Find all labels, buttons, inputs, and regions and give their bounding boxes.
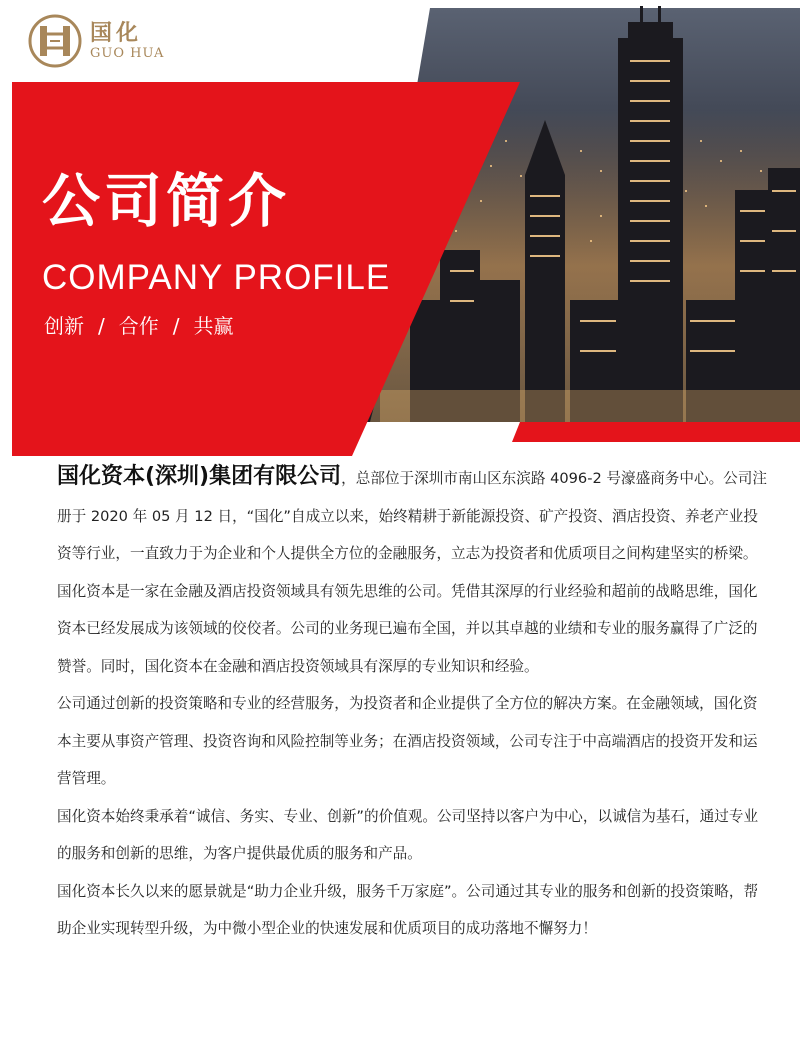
slogan-word: 合作 xyxy=(118,314,159,338)
slogan-separator: / xyxy=(98,314,105,338)
intro-paragraph xyxy=(57,458,771,573)
page-title-en: COMPANY PROFILE xyxy=(42,258,391,297)
slogan-word: 创新 xyxy=(44,314,84,338)
intro-paragraph: 公司通过创新的投资策略和专业的经营服务，为投资者和企业提供了全方位的解决方案。在金融领域，国化资本主要从事资产管理、投资咨询和风险控制等业务；在酒店投资领域，公司专注于中高端酒店的投资开发和运营管理。 xyxy=(57,695,758,787)
intro-paragraph: 国化资本始终秉承着“诚信、务实、专业、创新”的价值观。公司坚持以客户为中心，以诚信为基石，通过专业的服务和创新的思维，为客户提供最优质的服务和产品。 xyxy=(57,807,759,862)
red-accent-strip xyxy=(512,422,800,442)
hero-banner xyxy=(0,0,800,460)
slogan-separator: / xyxy=(172,314,180,338)
intro-paragraph-text: ，总部位于深圳市南山区东滨路 4096-2 号濠盛商务中心。公司注册于 2020 年 05 月 12 日，“国化”自成立以来，始终精耕于新能源投资、矿产投资、酒店投资、养老产业投资等行业，一直致力于为企业和个人提供全方位的金融服务，立志为投资者和优质项目之间构建坚实的桥梁。 xyxy=(57,470,767,562)
slogan xyxy=(44,312,234,340)
company-name: 国化资本(深圳)集团有限公司 xyxy=(57,464,342,489)
company-introduction xyxy=(57,458,771,948)
guohua-logo-icon xyxy=(28,14,82,68)
page-title-cn: 公司简介 xyxy=(42,167,291,235)
intro-paragraph: 国化资本是一家在金融及酒店投资领域具有领先思维的公司。凭借其深厚的行业经验和超前的战略思维，国化资本已经发展成为该领域的佼佼者。公司的业务现已遍布全国，并以其卓越的业绩和专业的服务赢得了广泛的赞誉。同时，国化资本在金融和酒店投资领域具有深厚的专业知识和经验。 xyxy=(57,582,758,675)
logo-name-cn: 国化 xyxy=(90,20,143,46)
slogan-word: 共赢 xyxy=(193,314,234,338)
intro-paragraph: 国化资本长久以来的愿景就是“助力企业升级，服务千万家庭”。公司通过其专业的服务和创新的投资策略，帮助企业实现转型升级，为中微小型企业的快速发展和优质项目的成功落地不懈努力！ xyxy=(57,882,759,937)
company-logo xyxy=(28,14,164,68)
logo-name-en: GUO HUA xyxy=(90,46,165,61)
